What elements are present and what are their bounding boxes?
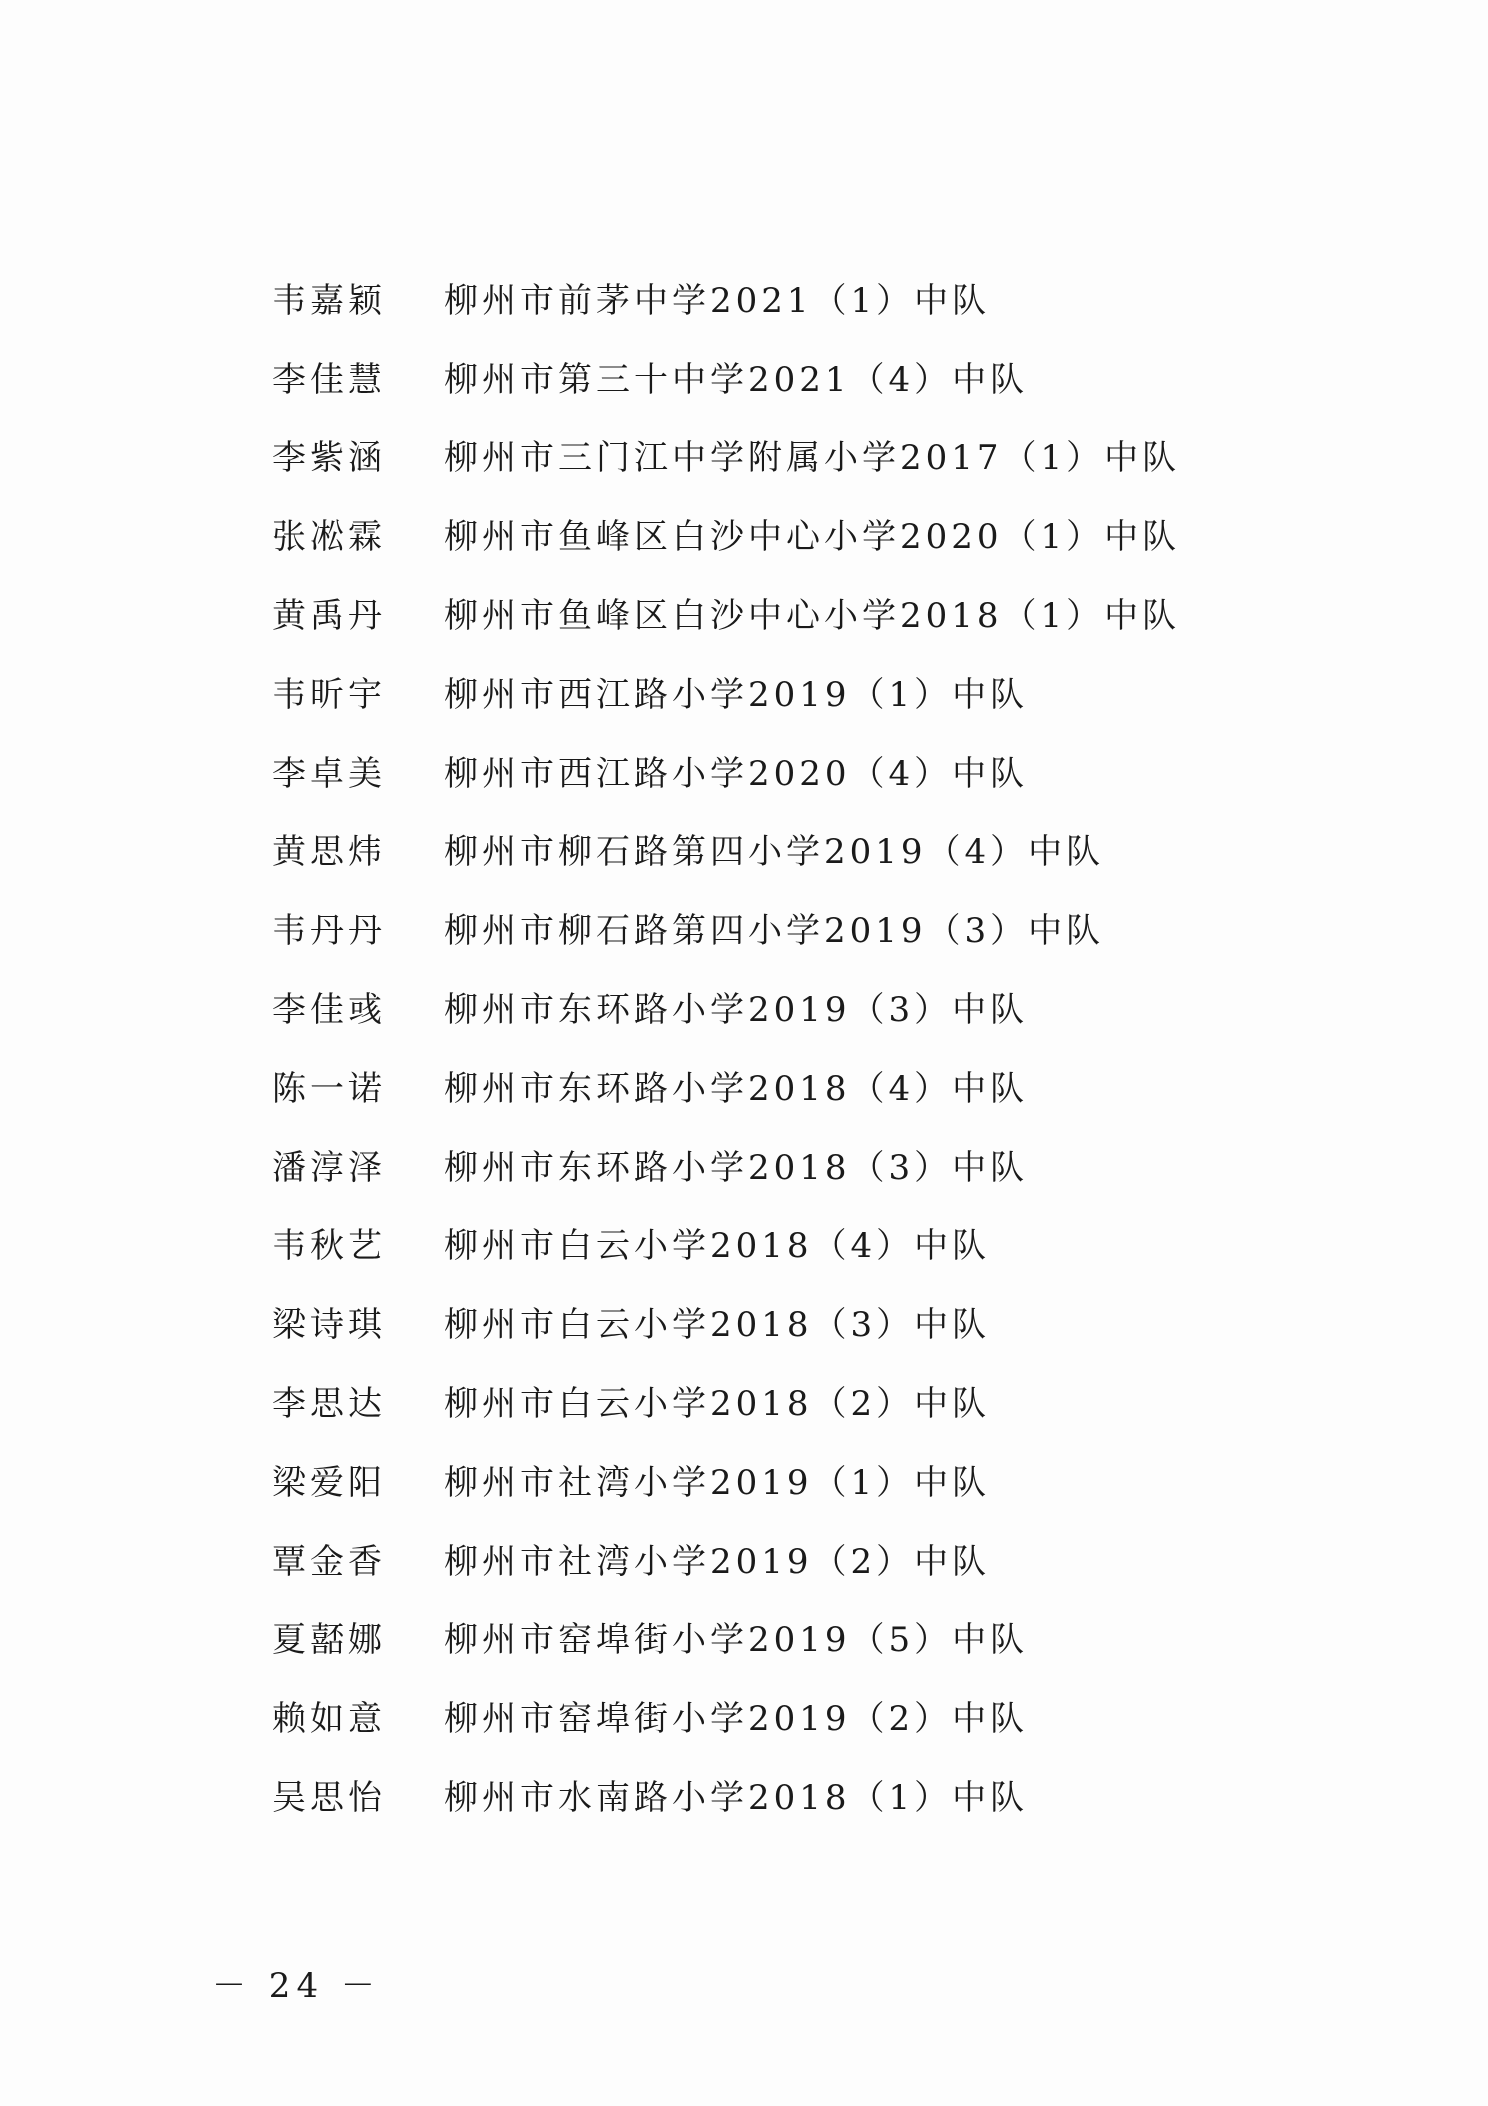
student-name: 赖如意 bbox=[272, 1699, 386, 1740]
student-name: 韦嘉颖 bbox=[272, 280, 386, 321]
list-item bbox=[272, 967, 1272, 1046]
school-unit: 柳州市西江路小学2019（1）中队 bbox=[444, 674, 1029, 715]
school-unit: 柳州市水南路小学2018（1）中队 bbox=[444, 1778, 1029, 1819]
school-unit: 柳州市社湾小学2019（2）中队 bbox=[444, 1541, 991, 1582]
student-name: 韦昕宇 bbox=[272, 674, 386, 715]
list-item bbox=[272, 416, 1272, 495]
student-name: 陈一诺 bbox=[272, 1068, 386, 1109]
student-name: 李佳彧 bbox=[272, 990, 386, 1031]
student-name: 夏嚭娜 bbox=[272, 1620, 386, 1661]
list-item bbox=[272, 1440, 1272, 1519]
list-item bbox=[272, 258, 1272, 337]
list-item bbox=[272, 1046, 1272, 1125]
school-unit: 柳州市前茅中学2021（1）中队 bbox=[444, 280, 991, 321]
school-unit: 柳州市第三十中学2021（4）中队 bbox=[444, 359, 1029, 400]
list-item bbox=[272, 1361, 1272, 1440]
school-unit: 柳州市三门江中学附属小学2017（1）中队 bbox=[444, 438, 1181, 479]
school-unit: 柳州市社湾小学2019（1）中队 bbox=[444, 1462, 991, 1503]
student-name: 李佳慧 bbox=[272, 359, 386, 400]
student-name: 张凇霖 bbox=[272, 517, 386, 558]
student-name: 韦秋艺 bbox=[272, 1226, 386, 1267]
list-item bbox=[272, 494, 1272, 573]
list-item bbox=[272, 1676, 1272, 1755]
list-item bbox=[272, 1598, 1272, 1677]
list-item bbox=[272, 337, 1272, 416]
list-item bbox=[272, 810, 1272, 889]
student-name: 潘淳泽 bbox=[272, 1147, 386, 1188]
list-item bbox=[272, 731, 1272, 810]
school-unit: 柳州市窑埠街小学2019（5）中队 bbox=[444, 1620, 1029, 1661]
list-item bbox=[272, 1282, 1272, 1361]
school-unit: 柳州市东环路小学2018（3）中队 bbox=[444, 1147, 1029, 1188]
list-item bbox=[272, 573, 1272, 652]
list-item bbox=[272, 1755, 1272, 1834]
student-name: 梁爱阳 bbox=[272, 1462, 386, 1503]
list-item bbox=[272, 1204, 1272, 1283]
school-unit: 柳州市白云小学2018（2）中队 bbox=[444, 1384, 991, 1425]
student-name: 李卓美 bbox=[272, 753, 386, 794]
school-unit: 柳州市东环路小学2018（4）中队 bbox=[444, 1068, 1029, 1109]
student-name: 黄思炜 bbox=[272, 832, 386, 873]
list-item bbox=[272, 1519, 1272, 1598]
school-unit: 柳州市鱼峰区白沙中心小学2018（1）中队 bbox=[444, 596, 1181, 637]
page-number: － 24 － bbox=[212, 1966, 381, 2006]
school-unit: 柳州市柳石路第四小学2019（4）中队 bbox=[444, 832, 1105, 873]
school-unit: 柳州市白云小学2018（4）中队 bbox=[444, 1226, 991, 1267]
school-unit: 柳州市柳石路第四小学2019（3）中队 bbox=[444, 911, 1105, 952]
honor-list bbox=[272, 258, 1272, 1834]
list-item bbox=[272, 1125, 1272, 1204]
student-name: 吴思怡 bbox=[272, 1778, 386, 1819]
school-unit: 柳州市鱼峰区白沙中心小学2020（1）中队 bbox=[444, 517, 1181, 558]
school-unit: 柳州市东环路小学2019（3）中队 bbox=[444, 990, 1029, 1031]
school-unit: 柳州市白云小学2018（3）中队 bbox=[444, 1305, 991, 1346]
school-unit: 柳州市窑埠街小学2019（2）中队 bbox=[444, 1699, 1029, 1740]
student-name: 黄禹丹 bbox=[272, 596, 386, 637]
student-name: 李思达 bbox=[272, 1384, 386, 1425]
student-name: 李紫涵 bbox=[272, 438, 386, 479]
student-name: 覃金香 bbox=[272, 1541, 386, 1582]
list-item bbox=[272, 888, 1272, 967]
list-item bbox=[272, 652, 1272, 731]
student-name: 梁诗琪 bbox=[272, 1305, 386, 1346]
student-name: 韦丹丹 bbox=[272, 911, 386, 952]
school-unit: 柳州市西江路小学2020（4）中队 bbox=[444, 753, 1029, 794]
